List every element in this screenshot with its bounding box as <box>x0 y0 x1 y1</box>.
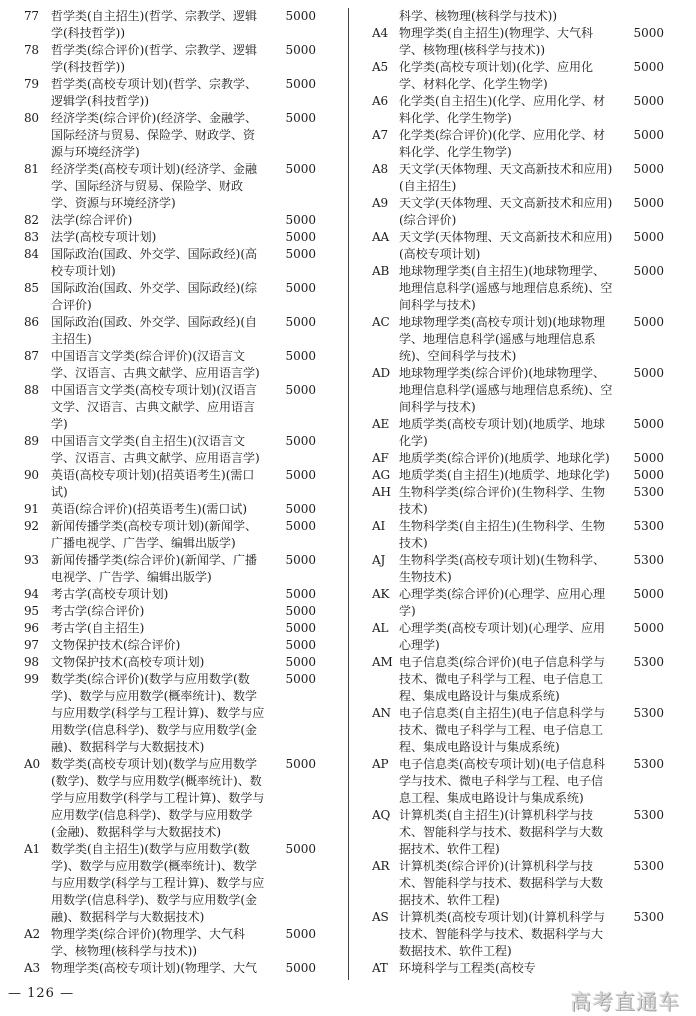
row-code: AF <box>372 451 389 465</box>
row-fee-value: 5000 <box>285 655 316 669</box>
row-major-text: 法学(综合评价) <box>51 213 133 227</box>
table-row <box>372 467 672 484</box>
table-row <box>24 314 324 348</box>
row-major-text: 生物科学类(自主招生)(生物科学、生物技术) <box>399 519 606 550</box>
row-major-text: 中国语言文学类(高校专项计划)(汉语言文学、汉语言、古典文献学、应用语言学) <box>51 383 258 431</box>
table-row <box>372 8 672 25</box>
row-fee-value: 5000 <box>633 60 664 74</box>
table-row <box>24 620 324 637</box>
table-row <box>372 365 672 416</box>
row-major-text: 中国语言文学类(自主招生)(汉语言文学、汉语言、古典文献学、应用语言学) <box>51 434 260 465</box>
row-code: 91 <box>24 502 39 516</box>
row-fee-value: 5300 <box>633 706 664 720</box>
row-major-text: 电子信息类(综合评价)(电子信息科学与技术、微电子科学与工程、电子信息工程、集成电路设计与集成系统) <box>399 655 606 703</box>
row-major-text: 哲学类(自主招生)(哲学、宗教学、逻辑学(科技哲学)) <box>51 9 258 40</box>
row-major-text: 数学类(综合评价)(数学与应用数学(数学)、数学与应用数学(概率统计)、数学与应用数学(科学与工程计算)、数学与应用数学(信息科学)、数学与应用数学(金融)、数据科学与大数据技术) <box>51 672 265 754</box>
table-row <box>24 654 324 671</box>
table-row <box>372 858 672 909</box>
row-code: A1 <box>24 842 40 856</box>
row-code: AE <box>372 417 390 431</box>
row-fee-value: 5000 <box>285 961 316 975</box>
table-row <box>372 25 672 59</box>
table-row <box>372 756 672 807</box>
table-row <box>372 161 672 195</box>
table-row <box>372 195 672 229</box>
row-code: 87 <box>24 349 39 363</box>
table-row <box>24 280 324 314</box>
table-row <box>24 246 324 280</box>
table-row <box>24 8 324 42</box>
table-row <box>24 637 324 654</box>
row-major-text: 地质学类(综合评价)(地质学、地球化学) <box>399 451 610 465</box>
table-row <box>24 518 324 552</box>
row-major-text: 电子信息类(高校专项计划)(电子信息科学与技术、微电子科学与工程、电子信息工程、集成电路设计与集成系统) <box>399 757 606 805</box>
row-code: AM <box>372 655 393 669</box>
row-code: A0 <box>24 757 40 771</box>
row-fee-value: 5300 <box>633 910 664 924</box>
row-major-text: 数学类(高校专项计划)(数学与应用数学(数学)、数学与应用数学(概率统计)、数学与应用数学(科学与工程计算)、数学与应用数学(信息科学)、数学与应用数学(金融)、数据科学与大数据技术) <box>51 757 265 839</box>
row-fee-value: 5000 <box>285 9 316 23</box>
row-major-text: 国际政治(国政、外交学、国际政经)(综合评价) <box>51 281 258 312</box>
row-code: AA <box>372 230 389 244</box>
row-fee-value: 5000 <box>285 638 316 652</box>
row-fee-value: 5000 <box>285 587 316 601</box>
row-fee-value: 5000 <box>285 77 316 91</box>
row-code: 93 <box>24 553 39 567</box>
row-code: 94 <box>24 587 39 601</box>
row-fee-value: 5000 <box>285 553 316 567</box>
table-row <box>24 161 324 212</box>
row-code: 96 <box>24 621 39 635</box>
watermark-logo: 高考直通车 <box>570 990 680 1014</box>
row-fee-value: 5000 <box>285 621 316 635</box>
row-fee-value: 5000 <box>633 468 664 482</box>
row-major-text: 地球物理学类(综合评价)(地球物理学、地理信息科学(遥感与地理信息系统)、空间科学与技术) <box>399 366 613 414</box>
row-code: A5 <box>372 60 388 74</box>
row-code: AH <box>372 485 391 499</box>
table-row <box>372 59 672 93</box>
row-code: AJ <box>372 553 386 567</box>
row-major-text: 物理学类(自主招生)(物理学、大气科学、核物理(核科学与技术)) <box>399 26 594 57</box>
row-fee-value: 5000 <box>285 349 316 363</box>
row-code: 97 <box>24 638 39 652</box>
table-row <box>24 110 324 161</box>
row-fee-value: 5300 <box>633 757 664 771</box>
row-major-text: 地质学类(高校专项计划)(地质学、地球化学) <box>399 417 606 448</box>
table-row <box>372 263 672 314</box>
row-fee-value: 5000 <box>285 247 316 261</box>
row-major-text: 文物保护技术(综合评价) <box>51 638 181 652</box>
row-code: 84 <box>24 247 39 261</box>
table-row <box>24 603 324 620</box>
row-fee-value: 5000 <box>633 417 664 431</box>
table-row <box>24 382 324 433</box>
row-fee-value: 5300 <box>633 519 664 533</box>
row-major-text: 地球物理学类(高校专项计划)(地球物理学、地理信息科学(遥感与地理信息系统)、空间科学与技术) <box>399 315 606 363</box>
row-code: AB <box>372 264 390 278</box>
table-row <box>24 348 324 382</box>
row-major-text: 经济学类(综合评价)(经济学、金融学、国际经济与贸易、保险学、财政学、资源与环境经济学) <box>51 111 258 159</box>
table-row <box>24 960 324 977</box>
row-major-text: 法学(高校专项计划) <box>51 230 157 244</box>
row-major-text: 国际政治(国政、外交学、国际政经)(自主招生) <box>51 315 258 346</box>
row-fee-value: 5000 <box>285 927 316 941</box>
table-row <box>372 654 672 705</box>
row-code: 89 <box>24 434 39 448</box>
row-code: AL <box>372 621 389 635</box>
row-fee-value: 5300 <box>633 553 664 567</box>
row-code: AP <box>372 757 389 771</box>
table-row <box>372 229 672 263</box>
table-row <box>372 127 672 161</box>
row-code: A7 <box>372 128 388 142</box>
row-major-text: 地质学类(自主招生)(地质学、地球化学) <box>399 468 610 482</box>
row-fee-value: 5000 <box>633 230 664 244</box>
row-major-text: 计算机类(高校专项计划)(计算机科学与技术、智能科学与技术、数据科学与大数据技术、软件工程) <box>399 910 606 958</box>
row-code: 78 <box>24 43 39 57</box>
row-major-text: 天文学(天体物理、天文高新技术和应用)(综合评价) <box>399 196 613 227</box>
row-code: 80 <box>24 111 39 125</box>
row-code: AT <box>372 961 388 975</box>
row-code: AN <box>372 706 391 720</box>
row-major-text: 心理学类(综合评价)(心理学、应用心理学) <box>399 587 606 618</box>
row-fee-value: 5000 <box>633 587 664 601</box>
row-code: 85 <box>24 281 39 295</box>
row-major-text: 生物科学类(综合评价)(生物科学、生物技术) <box>399 485 606 516</box>
row-code: AI <box>372 519 386 533</box>
table-row <box>372 314 672 365</box>
row-fee-value: 5300 <box>633 485 664 499</box>
row-major-text: 经济学类(高校专项计划)(经济学、金融学、国际经济与贸易、保险学、财政学、资源与环境经济学) <box>51 162 258 210</box>
row-major-text: 物理学类(综合评价)(物理学、大气科学、核物理(核科学与技术)) <box>51 927 246 958</box>
table-row <box>24 501 324 518</box>
row-code: AS <box>372 910 389 924</box>
table-row <box>372 586 672 620</box>
row-major-text: 化学类(自主招生)(化学、应用化学、材料化学、化学生物学) <box>399 94 606 125</box>
row-major-text: 新闻传播学类(高校专项计划)(新闻学、广播电视学、广告学、编辑出版学) <box>51 519 258 550</box>
row-fee-value: 5000 <box>285 230 316 244</box>
row-code: 98 <box>24 655 39 669</box>
table-row <box>372 93 672 127</box>
row-code: 95 <box>24 604 39 618</box>
row-fee-value: 5000 <box>285 383 316 397</box>
table-row <box>372 960 672 977</box>
table-row <box>372 552 672 586</box>
row-fee-value: 5000 <box>633 26 664 40</box>
row-fee-value: 5000 <box>633 264 664 278</box>
row-major-text: 考古学(高校专项计划) <box>51 587 169 601</box>
row-fee-value: 5300 <box>633 655 664 669</box>
table-row <box>24 212 324 229</box>
row-code: A2 <box>24 927 40 941</box>
row-code: 81 <box>24 162 39 176</box>
row-code: 88 <box>24 383 39 397</box>
row-major-text: 中国语言文学类(综合评价)(汉语言文学、汉语言、古典文献学、应用语言学) <box>51 349 260 380</box>
row-fee-value: 5000 <box>285 281 316 295</box>
row-major-text: 哲学类(高校专项计划)(哲学、宗教学、逻辑学(科技哲学)) <box>51 77 258 108</box>
table-row <box>24 433 324 467</box>
row-major-text: 科学、核物理(核科学与技术)) <box>399 9 558 23</box>
row-fee-value: 5000 <box>633 451 664 465</box>
table-row <box>372 705 672 756</box>
row-major-text: 天文学(天体物理、天文高新技术和应用)(自主招生) <box>399 162 613 193</box>
table-row <box>24 586 324 603</box>
row-code: 82 <box>24 213 39 227</box>
row-code: AG <box>372 468 390 482</box>
row-major-text: 电子信息类(自主招生)(电子信息科学与技术、微电子科学与工程、电子信息工程、集成电路设计与集成系统) <box>399 706 606 754</box>
row-major-text: 新闻传播学类(综合评价)(新闻学、广播电视学、广告学、编辑出版学) <box>51 553 258 584</box>
row-code: A9 <box>372 196 388 210</box>
row-fee-value: 5000 <box>285 111 316 125</box>
row-major-text: 化学类(综合评价)(化学、应用化学、材料化学、化学生物学) <box>399 128 606 159</box>
row-major-text: 生物科学类(高校专项计划)(生物科学、生物技术) <box>399 553 606 584</box>
row-fee-value: 5000 <box>285 502 316 516</box>
table-row <box>24 42 324 76</box>
left-column <box>24 8 324 977</box>
table-row <box>372 450 672 467</box>
table-row <box>24 229 324 246</box>
row-code: A4 <box>372 26 388 40</box>
table-row <box>372 518 672 552</box>
row-fee-value: 5000 <box>633 366 664 380</box>
table-row <box>372 807 672 858</box>
row-fee-value: 5000 <box>285 315 316 329</box>
row-fee-value: 5000 <box>285 842 316 856</box>
row-code: 92 <box>24 519 39 533</box>
row-code: 77 <box>24 9 39 23</box>
row-fee-value: 5000 <box>285 43 316 57</box>
row-major-text: 天文学(天体物理、天文高新技术和应用)(高校专项计划) <box>399 230 613 261</box>
row-major-text: 化学类(高校专项计划)(化学、应用化学、材料化学、化学生物学) <box>399 60 594 91</box>
row-code: 83 <box>24 230 39 244</box>
row-fee-value: 5300 <box>633 859 664 873</box>
page-number: — 126 — <box>8 986 75 1001</box>
row-code: 99 <box>24 672 39 686</box>
row-major-text: 地球物理学类(自主招生)(地球物理学、地理信息科学(遥感与地理信息系统)、空间科学与技术) <box>399 264 613 312</box>
row-code: 90 <box>24 468 39 482</box>
row-major-text: 环境科学与工程类(高校专 <box>399 961 536 975</box>
row-fee-value: 5000 <box>633 94 664 108</box>
table-row <box>24 841 324 926</box>
row-code: 86 <box>24 315 39 329</box>
column-divider <box>348 8 349 980</box>
row-fee-value: 5000 <box>633 315 664 329</box>
row-code: 79 <box>24 77 39 91</box>
row-fee-value: 5000 <box>633 128 664 142</box>
row-fee-value: 5000 <box>285 434 316 448</box>
row-fee-value: 5000 <box>285 757 316 771</box>
row-fee-value: 5000 <box>633 162 664 176</box>
row-major-text: 计算机类(自主招生)(计算机科学与技术、智能科学与技术、数据科学与大数据技术、软件工程) <box>399 808 604 856</box>
row-major-text: 文物保护技术(高校专项计划) <box>51 655 205 669</box>
row-code: A8 <box>372 162 388 176</box>
table-row <box>372 416 672 450</box>
row-fee-value: 5000 <box>285 604 316 618</box>
row-major-text: 考古学(综合评价) <box>51 604 145 618</box>
table-row <box>24 76 324 110</box>
row-code: AC <box>372 315 390 329</box>
row-fee-value: 5000 <box>285 162 316 176</box>
row-major-text: 数学类(自主招生)(数学与应用数学(数学)、数学与应用数学(概率统计)、数学与应用数学(科学与工程计算)、数学与应用数学(信息科学)、数学与应用数学(金融)、数据科学与大数据技术) <box>51 842 265 924</box>
row-major-text: 英语(综合评价)(招英语考生)(需口试) <box>51 502 248 516</box>
row-fee-value: 5300 <box>633 808 664 822</box>
table-row <box>24 756 324 841</box>
row-code: AR <box>372 859 390 873</box>
row-code: A3 <box>24 961 40 975</box>
row-major-text: 心理学类(高校专项计划)(心理学、应用心理学) <box>399 621 606 652</box>
table-row <box>24 926 324 960</box>
table-row <box>372 909 672 960</box>
row-major-text: 计算机类(综合评价)(计算机科学与技术、智能科学与技术、数据科学与大数据技术、软件工程) <box>399 859 604 907</box>
row-fee-value: 5000 <box>285 468 316 482</box>
row-code: A6 <box>372 94 388 108</box>
table-row <box>24 552 324 586</box>
row-major-text: 哲学类(综合评价)(哲学、宗教学、逻辑学(科技哲学)) <box>51 43 258 74</box>
row-fee-value: 5000 <box>633 196 664 210</box>
table-row <box>372 484 672 518</box>
row-fee-value: 5000 <box>285 213 316 227</box>
right-column <box>372 8 672 977</box>
row-code: AK <box>372 587 390 601</box>
row-code: AD <box>372 366 390 380</box>
row-fee-value: 5000 <box>285 672 316 686</box>
row-major-text: 国际政治(国政、外交学、国际政经)(高校专项计划) <box>51 247 258 278</box>
table-row <box>24 467 324 501</box>
row-major-text: 英语(高校专项计划)(招英语考生)(需口试) <box>51 468 255 499</box>
row-fee-value: 5000 <box>633 621 664 635</box>
table-row <box>24 671 324 756</box>
row-fee-value: 5000 <box>285 519 316 533</box>
row-major-text: 考古学(自主招生) <box>51 621 145 635</box>
table-row <box>372 620 672 654</box>
row-major-text: 物理学类(高校专项计划)(物理学、大气 <box>51 961 258 975</box>
row-code: AQ <box>372 808 391 822</box>
